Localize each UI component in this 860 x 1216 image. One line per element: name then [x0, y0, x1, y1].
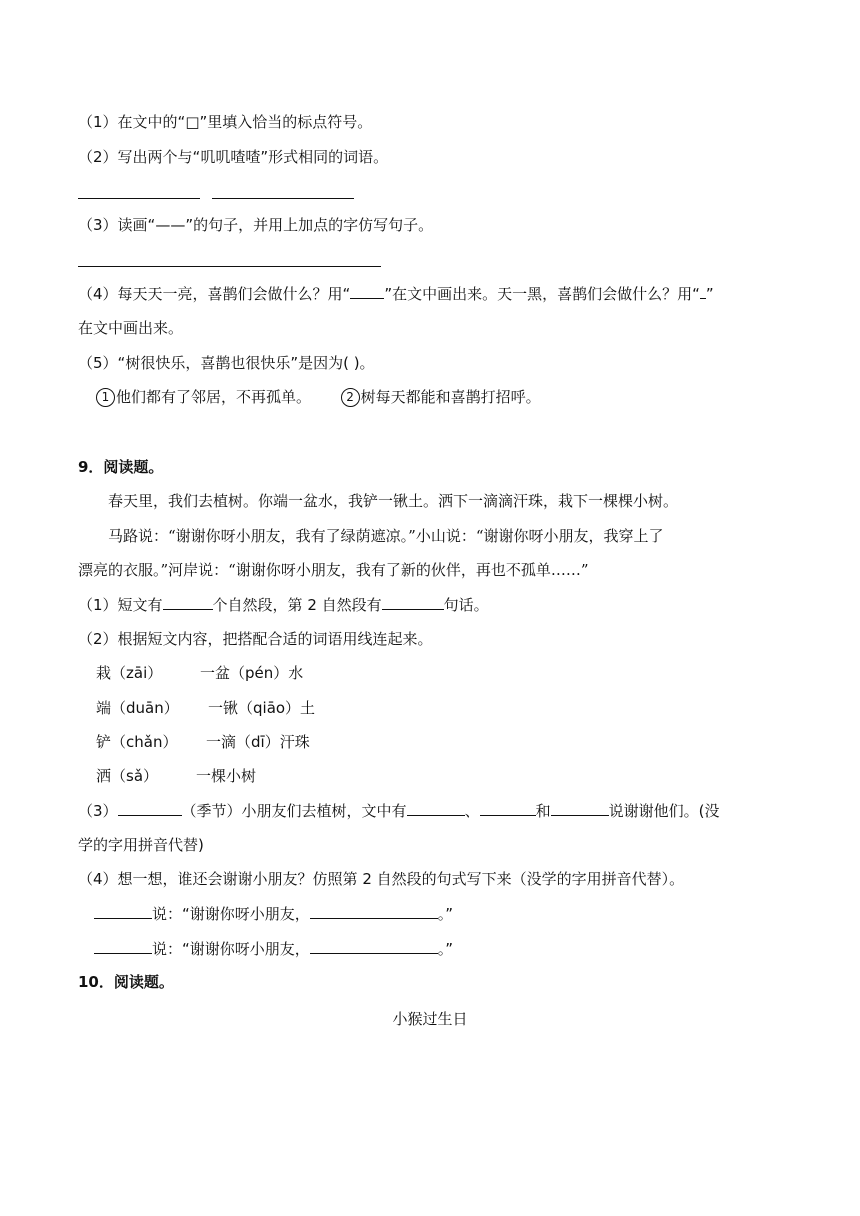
- s8-answer-line-3[interactable]: [78, 266, 381, 267]
- s9-question-4: （4）想一想，谁还会谢谢小朋友？仿照第 2 自然段的句式写下来（没学的字用拼音代替）。: [78, 870, 685, 888]
- s9-q3-text-a: （3）: [78, 802, 118, 820]
- s9-q4-who-blank-2[interactable]: [94, 939, 152, 954]
- s9-q3-text-d: 和: [535, 802, 551, 820]
- s8-question-4-cont: 在文中画出来。: [78, 319, 184, 337]
- s9-q4-answer-1: [94, 904, 453, 924]
- s9-paragraph-1: 春天里，我们去植树。你端一盆水，我铲一锹土。洒下一滴滴汗珠，栽下一棵棵小树。: [108, 492, 679, 510]
- s9-pair-right-1[interactable]: 一盆（pén）水: [200, 664, 304, 682]
- s9-q4-answer-2: [94, 939, 453, 959]
- s8-question-5: （5）“树很快乐，喜鹊也很快乐”是因为( )。: [78, 354, 375, 372]
- s9-q4-line-text-a: 说：“谢谢你呀小朋友，: [152, 905, 310, 923]
- s10-heading: 10．阅读题。: [78, 973, 174, 991]
- s9-q1-blank-1[interactable]: [163, 595, 213, 610]
- s9-q1-text-a: （1）短文有: [78, 596, 163, 614]
- s9-question-3-cont: 学的字用拼音代替): [78, 836, 204, 854]
- s9-q1-text-c: 句话。: [443, 596, 489, 614]
- s9-q3-text-b: （季节）小朋友们去植树，文中有: [181, 802, 407, 820]
- s8-answer-line-2[interactable]: [212, 198, 354, 199]
- s9-q3-text-c: 、: [464, 802, 480, 820]
- s8-q4-text-b: ”在文中画出来。天一黑，喜鹊们会做什么？用“: [384, 285, 700, 303]
- s9-q3-blank-3[interactable]: [551, 801, 609, 816]
- s8-option-1[interactable]: [96, 388, 311, 406]
- s9-pair-left-3[interactable]: 铲（chǎn）: [96, 733, 178, 751]
- s8-q4-underline-sample: [350, 284, 384, 299]
- s9-q1-blank-2[interactable]: [382, 595, 444, 610]
- s8-option-2-label: 树每天都能和喜鹊打招呼。: [360, 388, 541, 406]
- s8-question-1: （1）在文中的“□”里填入恰当的标点符号。: [78, 113, 373, 131]
- s9-pair-right-3[interactable]: 一滴（dī）汗珠: [206, 733, 310, 751]
- s8-option-2[interactable]: [341, 388, 541, 406]
- s8-q4-text-a: （4）每天天一亮，喜鹊们会做什么？用“: [78, 285, 351, 303]
- s9-q4-what-blank-1[interactable]: [310, 904, 438, 919]
- s8-options: [96, 387, 541, 407]
- s9-q1-text-b: 个自然段，第 2 自然段有: [212, 596, 382, 614]
- s8-question-3: （3）读画“——”的句子，并用上加点的字仿写句子。: [78, 216, 434, 234]
- s9-paragraph-2-line-2: 漂亮的衣服。”河岸说：“谢谢你呀小朋友，我有了新的伙伴，再也不孤单……”: [78, 561, 589, 579]
- s9-heading: 9．阅读题。: [78, 458, 164, 476]
- s9-q4-who-blank-1[interactable]: [94, 904, 152, 919]
- s9-question-3: [78, 801, 719, 821]
- s8-answer-line-1[interactable]: [78, 198, 200, 199]
- s9-q3-blank-2[interactable]: [480, 801, 536, 816]
- s8-question-4: [78, 284, 714, 304]
- s9-pair-left-1[interactable]: 栽（zāi）: [96, 664, 163, 682]
- s9-pair-right-4[interactable]: 一棵小树: [196, 767, 257, 785]
- s9-q4-line-text-a-2: 说：“谢谢你呀小朋友，: [152, 940, 310, 958]
- s9-q4-line-text-b: 。”: [437, 905, 454, 923]
- s10-story-title: 小猴过生日: [392, 1010, 468, 1028]
- s9-q3-text-e: 说谢谢他们。(没: [608, 802, 720, 820]
- s9-q3-blank-season[interactable]: [118, 801, 182, 816]
- s8-question-2: （2）写出两个与“叽叽喳喳”形式相同的词语。: [78, 148, 389, 166]
- s9-q4-what-blank-2[interactable]: [310, 939, 438, 954]
- s9-paragraph-2-line-1: 马路说：“谢谢你呀小朋友，我有了绿荫遮凉。”小山说：“谢谢你呀小朋友，我穿上了: [108, 527, 664, 545]
- s9-question-2: （2）根据短文内容，把搭配合适的词语用线连起来。: [78, 630, 433, 648]
- option-1-marker: 1: [96, 388, 115, 407]
- option-2-marker: 2: [341, 388, 360, 407]
- s9-pair-left-2[interactable]: 端（duān）: [96, 699, 179, 717]
- s9-question-1: [78, 595, 489, 615]
- s8-option-1-label: 他们都有了邻居，不再孤单。: [116, 388, 312, 406]
- s9-q3-blank-1[interactable]: [407, 801, 465, 816]
- s8-q4-text-c: ”: [705, 285, 714, 303]
- s9-pair-right-2[interactable]: 一锹（qiāo）土: [208, 699, 316, 717]
- s9-q4-line-text-b-2: 。”: [437, 940, 454, 958]
- s9-pair-left-4[interactable]: 洒（sǎ）: [96, 767, 159, 785]
